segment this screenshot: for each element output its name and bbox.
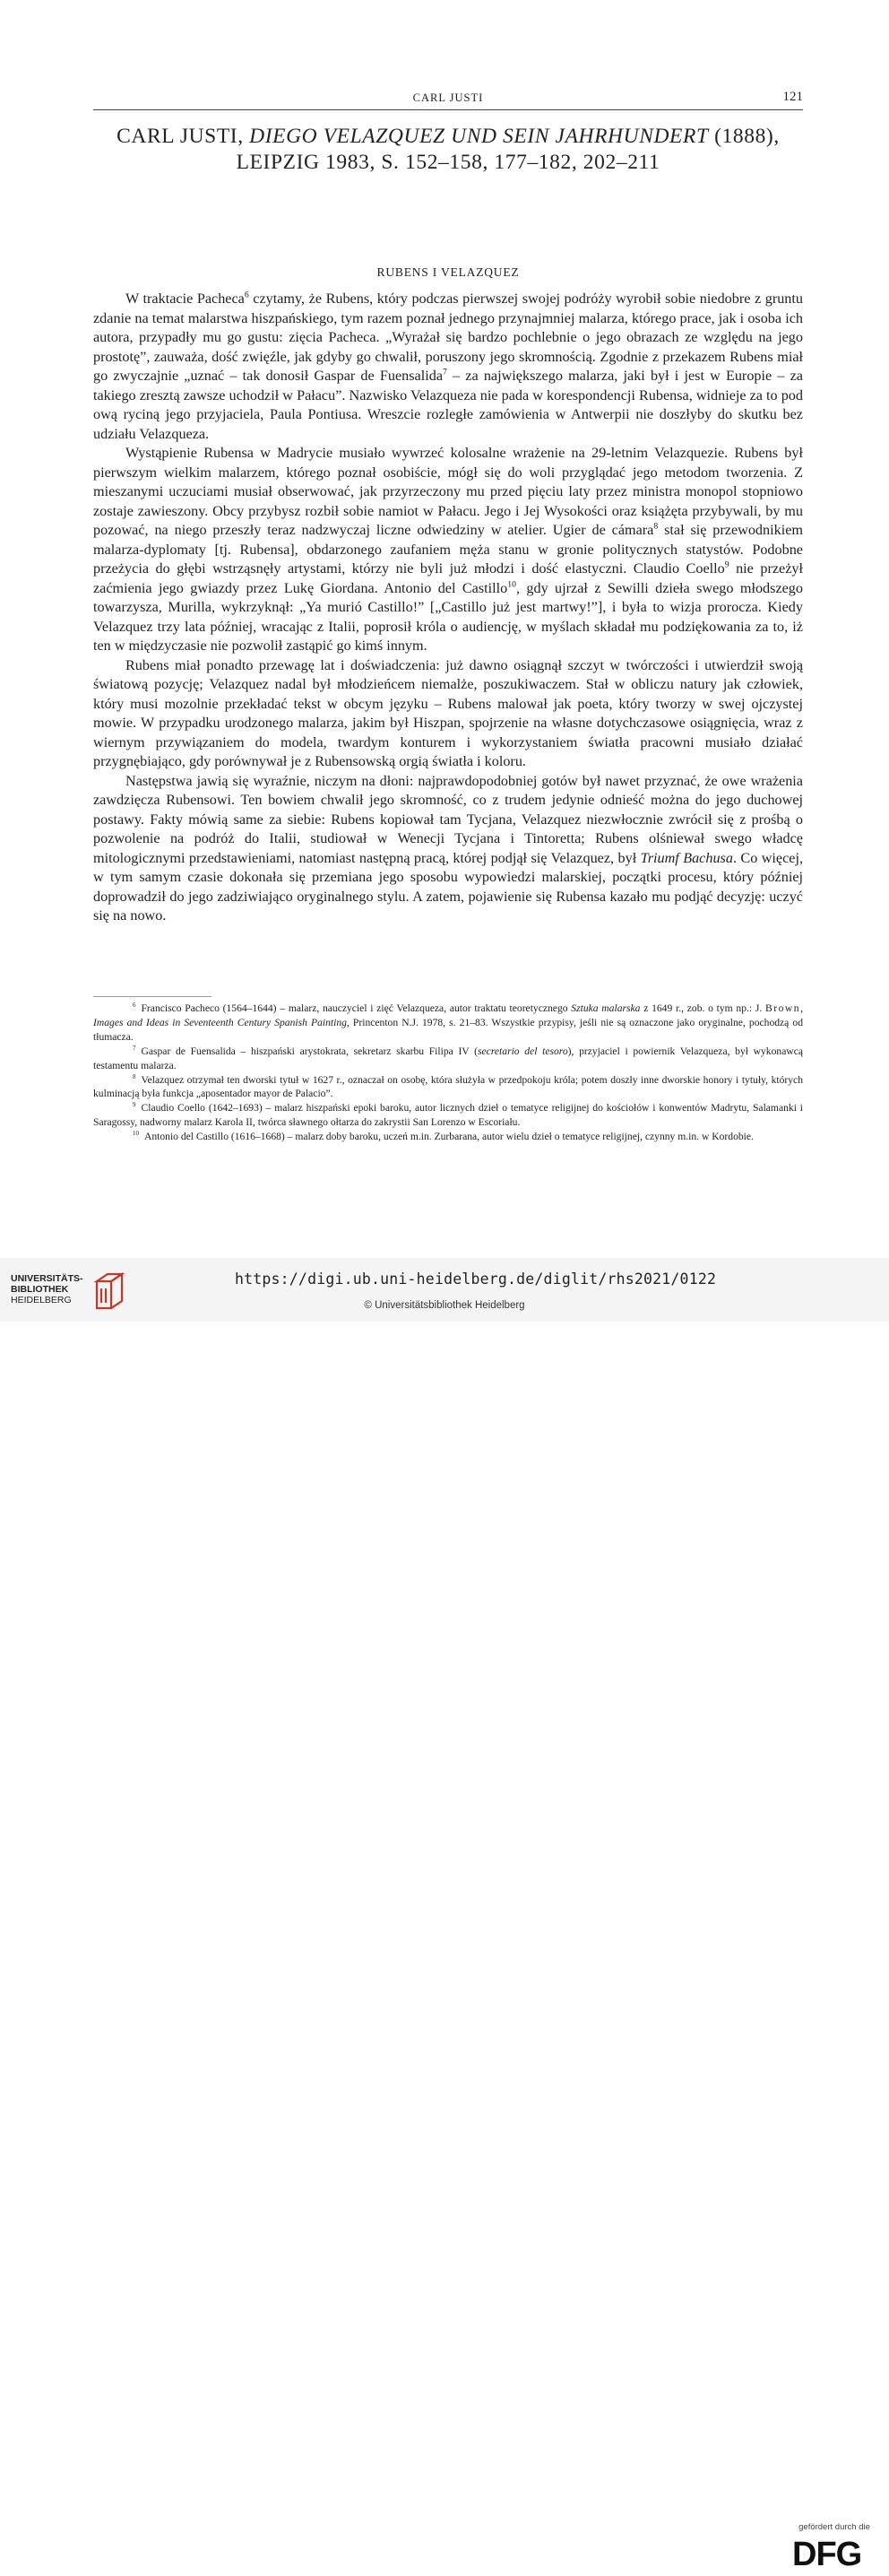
artwork-title: Triumf Bachusa (640, 849, 733, 866)
chapter-title-part1: CARL JUSTI, (117, 125, 250, 148)
footnote-ref-8[interactable]: 8 (653, 521, 659, 532)
footnote-ref-10[interactable]: 10 (507, 579, 516, 590)
paragraph-1: W traktacie Pacheca$^6$ czytamy, że Rubens, który podczas pierwszej swojej podróży wyrobił sobie niedobre z gruntu zdanie na temat malarstwa hiszpańskiego, tym razem poznał jednego przynajmniej malarza, którego prace, jak i osoba ich autora, przypadły mu go gustu: zięcia Pacheca. „Wyrażał się bardzo pochlebnie o jego obrazach ze względu na jego prostotę”, zauważa, dość zwięźle, jak gdyby go chwalił, poruszony jego skromnością. Zgodnie z przekazem Rubens miał go zwyczajnie „uznać – tak donosił Gaspar de Fuensalida$^7$ – za największego malarza, jaki był i jest w Europie – za takiego zresztą zawsze uchodził w Pałacu”. Nazwisko Velazqueza nie pada w korespondencji Rubensa, widnieje za to pod ową ryciną jego przyjaciela, Paula Pontiusa. Wreszcie rozległe zamówienia w Antwerpii nie doszłyby do skutku bez udziału Velazqueza. (93, 290, 803, 442)
footnote-6: $^6$ Francisco Pacheco (1564–1644) – malarz, nauczyciel i zięć Velazqueza, autor traktatu teoretycznego Sztuka malarska z 1649 r., zob. o tym np.: J. Brown, Images and Ideas in Seventeenth Century Spanish Painting, Princenton N.J. 1978, s. 21–83. Wszystkie przypisy, jeśli nie są oznaczone jako oryginalne, pochodzą od tłumacza. (93, 1002, 804, 1043)
dfg-caption: gefördert durch die (798, 2522, 870, 2532)
dfg-logo[interactable] (790, 2522, 878, 2576)
footnotes (93, 1002, 803, 1144)
paragraph-2: Wystąpienie Rubensa w Madrycie musiało wywrzeć kolosalne wrażenie na 29-letnim Velazquezie. Rubens był pierwszym wielkim malarzem, którego poznał osobiście, mógł się do woli przyglądać jego metodom tworzenia. Z mieszanymi uczuciami musiał obserwować, jak przyrzeczony mu przed pięciu laty przez ministra monopol stopniowo zostaje zawieszony. Obcy przybysz rozbił sobie namiot w Pałacu. Jego i Jej Wysokości oraz książęta przybywali, by mu pozować, na niego przeszły teraz nadzwyczaj liczne odwiedziny w atelier. Ugier de cámara$^8$ stał się przewodnikiem malarza-dyplomaty [tj. Rubensa], obdarzonego zaufaniem męża stanu w gronie politycznych statystów. Podobne przeżycia do głębi wstrząsnęły artystami, którzy nie byli już młodzi i dość elastyczni. Claudio Coello$^9$ nie przeżył zaćmienia jego gwiazdy przez Lukę Giordana. Antonio del Castillo$^{10}$, gdy ujrzał z Sewilli dzieła swego młodszego towarzysza, Murilla, wykrzyknął: „Ya murió Castillo!” [„Castillo już jest martwy!”], i była to wizja prorocza. Kiedy Velazquez trzy lata później, wracając z Italii, poprosił króla o audiencję, w myślach składał mu podziękowania za to, iż ten w międzyczasie nie pozwolił zastąpić go kimś innym. (93, 445, 803, 654)
chapter-title (93, 124, 803, 176)
chapter-title-book: DIEGO VELAZQUEZ UND SEIN JAHRHUNDERT (249, 125, 709, 148)
footnote-8: $^8$ Velazquez otrzymał ten dworski tytuł w 1627 r., oznaczał on osobę, która służyła w przedpokoju króla; potem doszły inne dworskie honory i tytuły, których kulminacją była funkcja „aposentador mayor de Palacio”. (93, 1072, 803, 1100)
footnote-divider (93, 996, 211, 997)
footnote-ref-7[interactable]: 7 (443, 367, 447, 377)
paragraph-3: Rubens miał ponadto przewagę lat i doświadczenia: już dawno osiągnął szczyt w twórczości i utwierdził swoją światową pozycję; Velazquez nadal był młodzieńcem niemalże, poszukiwaczem. Stał w obliczu natury jak człowiek, który musi mozolnie przekładać tekst w obcym języku – Rubens malował jak poeta, który tworzy w swej ojczystej mowie. W przypadku urodzonego malarza, jakim był Hiszpan, spojrzenie na własne dotychczasowe osiągnięcia, wraz z wiernym przywiązaniem do modela, twardym konturem i wykorzystaniem światła pracowni musiało działać przygnębiająco, gdy porównywał je z Rubensowską orgią światła i koloru. (93, 656, 803, 769)
paragraph-4: Następstwa jawią się wyraźnie, niczym na dłoni: najprawdopodobniej gotów był nawet przyznać, że owe wrażenia zawdzięcza Rubensowi. Ten bowiem chwalił jego skromność, co z trudem jedynie odnieść można do jego duchowej postawy. Fakty mówią same za siebie: Rubens kopiował tam Tycjana, Velazquez niezwłocznie zwrócił się z prośbą o pozwolenie na podróż do Italii, studiował w Wenecji Tycjana i Tintoretta; Rubens olśniewał swego władcę mitologicznymi przedstawieniami, natomiast następną pracą, której podjął się Velazquez, był Triumf Bachusa. Co więcej, w tym samym czasie dokonała się przemiana jego sposobu wypowiedzi malarskiej, początki procesu, który później doprowadził do jego zadziwiająco oryginalnego stylu. A zatem, pojawienie się Rubensa kazało mu podjąć decyzję: uczyć się na nowo. (93, 772, 803, 924)
footnote-ref-6[interactable]: 6 (244, 290, 249, 300)
body-text (93, 290, 803, 926)
copyright-notice: © Universitätsbibliothek Heidelberg (364, 1300, 525, 1311)
running-title: CARL JUSTI (412, 91, 484, 104)
footnote-10: $^{10}$ Antonio del Castillo (1616–1668) – malarz doby baroku, uczeń m.in. Zurbarana, autor wielu dzieł o tematyce religijnej, czynny m.in. w Kordobie. (133, 1130, 754, 1143)
dfg-logo-mark: DFG (792, 2536, 862, 2573)
page-number: 121 (782, 90, 803, 104)
library-name-line2: BIBLIOTHEK (11, 1284, 69, 1295)
document-url-link[interactable]: https://digi.ub.uni-heidelberg.de/diglit/rhs2021/0122 (235, 1271, 717, 1288)
footer-bar (0, 1258, 889, 2573)
footnote-ref-9[interactable]: 9 (724, 559, 729, 570)
running-header (93, 90, 803, 110)
chapter-title-line2: LEIPZIG 1983, S. 152–158, 177–182, 202–211 (236, 151, 660, 174)
footnote-7: $^7$ Gaspar de Fuensalida – hiszpański arystokrata, sekretarz skarbu Filipa IV (secretario del tesoro), przyjaciel i powiernik Velazqueza, był wykonawcą testamentu malarza. (93, 1044, 804, 1071)
library-name-line3: HEIDELBERG (11, 1295, 72, 1305)
footnote-9: $^9$ Claudio Coello (1642–1693) – malarz hiszpański epoki baroku, autor licznych dzieł o tematyce religijnej do kościołów i konwentów Madrytu, Salamanki i Saragossy, nadworny malarz Karola II, twórca sławnego ołtarza do zakrystii San Lorenzo w Escoriału. (93, 1101, 803, 1129)
chapter-title-year: (1888), (708, 125, 780, 148)
section-title: RUBENS I VELAZQUEZ (376, 265, 520, 279)
library-name-line1: UNIVERSITÄTS- (11, 1273, 83, 1284)
